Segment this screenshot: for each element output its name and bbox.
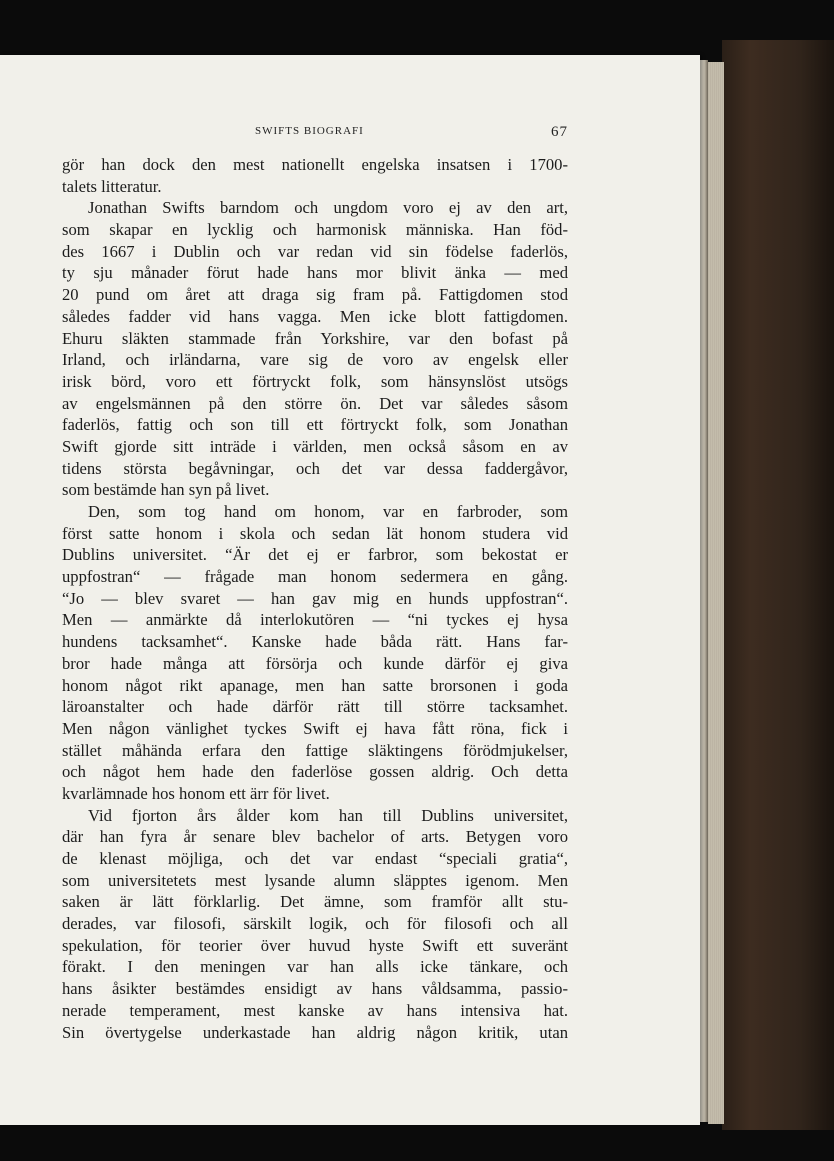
text-line: gör han dock den mest nationellt engelska insatsen i 1700-	[62, 155, 568, 174]
page-number: 67	[551, 124, 568, 140]
text-line: faderlös, fattig och son till ett förtryckt folk, som Jonathan	[62, 415, 568, 435]
running-head: SWIFTS BIOGRAFI	[255, 125, 364, 137]
text-line: av engelsmännen på den större ön. Det var således såsom	[62, 393, 568, 413]
text-line: nerade temperament, mest kanske av hans intensiva hat.	[62, 1000, 568, 1020]
text-line: derades, var filosofi, särskilt logik, och för filosofi och all	[62, 914, 568, 934]
text-line: ty sju månader förut hade hans mor blivit änka — med	[62, 263, 568, 283]
text-line: kvarlämnade hos honom ett ärr för livet.	[62, 783, 330, 803]
text-line: irisk börd, voro ett förtryckt folk, som hänsynslöst utsögs	[62, 371, 568, 391]
text-line: spekulation, för teorier över huvud hyste Swift ett suveränt	[62, 935, 568, 955]
text-line: des 1667 i Dublin och var redan vid sin födelse faderlös,	[62, 241, 568, 261]
text-line: först satte honom i skola och sedan lät honom studera vid	[62, 523, 568, 543]
text-line: hundens tacksamhet“. Kanske hade båda rätt. Hans far-	[62, 632, 568, 652]
text-line: Swift gjorde sitt inträde i världen, men också såsom en av	[62, 436, 568, 456]
text-line: saken är lätt förklarlig. Det ämne, som framför allt stu-	[62, 892, 568, 912]
text-line: Sin övertygelse underkastade han aldrig någon kritik, utan	[62, 1022, 568, 1042]
text-line: tidens största begåvningar, och det var dessa faddergåvor,	[62, 458, 568, 478]
text-line: uppfostran“ — frågade man honom sedermera en gång.	[62, 567, 568, 587]
text-line: som skapar en lycklig och harmonisk människa. Han föd-	[62, 220, 568, 240]
text-line: Ehuru släkten stammade från Yorkshire, var den bofast på	[62, 328, 568, 348]
text-line: och något hem hade den faderlöse gossen aldrig. Och detta	[62, 762, 568, 782]
text-line: läroanstalter och hade därför rätt till större tacksamhet.	[62, 697, 568, 717]
text-line: Vid fjorton års ålder kom han till Dublins universitet,	[88, 805, 568, 825]
text-line: Irland, och irländarna, vare sig de voro av engelsk eller	[62, 350, 568, 370]
text-line: de klenast möjliga, och det var endast “speciali gratia“,	[62, 849, 568, 868]
page-block-edge	[708, 62, 724, 1124]
text-line: Jonathan Swifts barndom och ungdom voro ej av den art,	[88, 198, 568, 218]
text-line: hans åsikter bestämdes ensidigt av hans våldsamma, passio-	[62, 979, 568, 999]
page-gutter-shadow	[700, 60, 708, 1122]
text-line: som universitetets mest lysande alumn släpptes igenom. Men	[62, 870, 568, 890]
text-line: Den, som tog hand om honom, var en farbroder, som	[88, 502, 568, 521]
text-line: som bestämde han syn på livet.	[62, 480, 270, 500]
text-line: således fadder vid hans vagga. Men icke blott fattigdomen.	[62, 306, 568, 326]
text-line: 20 pund om året att draga sig fram på. Fattigdomen stod	[62, 285, 568, 305]
text-line: honom något rikt apanage, men han satte brorsonen i goda	[62, 675, 568, 695]
text-line: där han fyra år senare blev bachelor of arts. Betygen voro	[62, 827, 568, 847]
text-line: Men — anmärkte då interlokutören — “ni tyckes ej hysa	[62, 610, 568, 630]
text-line: bror hade många att försörja och kunde därför ej giva	[62, 653, 568, 673]
text-line: Men någon vänlighet tyckes Swift ej hava fått röna, fick i	[62, 718, 568, 738]
text-line: “Jo — blev svaret — han gav mig en hunds uppfostran“.	[62, 588, 568, 608]
text-line: talets litteratur.	[62, 176, 162, 196]
text-line: Dublins universitet. “Är det ej er farbror, som bekostat er	[62, 545, 568, 565]
text-line: förakt. I den meningen var han alls icke tänkare, och	[62, 957, 568, 977]
body-text	[62, 154, 568, 1043]
book-cover-edge	[722, 40, 834, 1130]
text-line: stället måhända erfara den fattige släktingens förödmjukelser,	[62, 740, 568, 760]
